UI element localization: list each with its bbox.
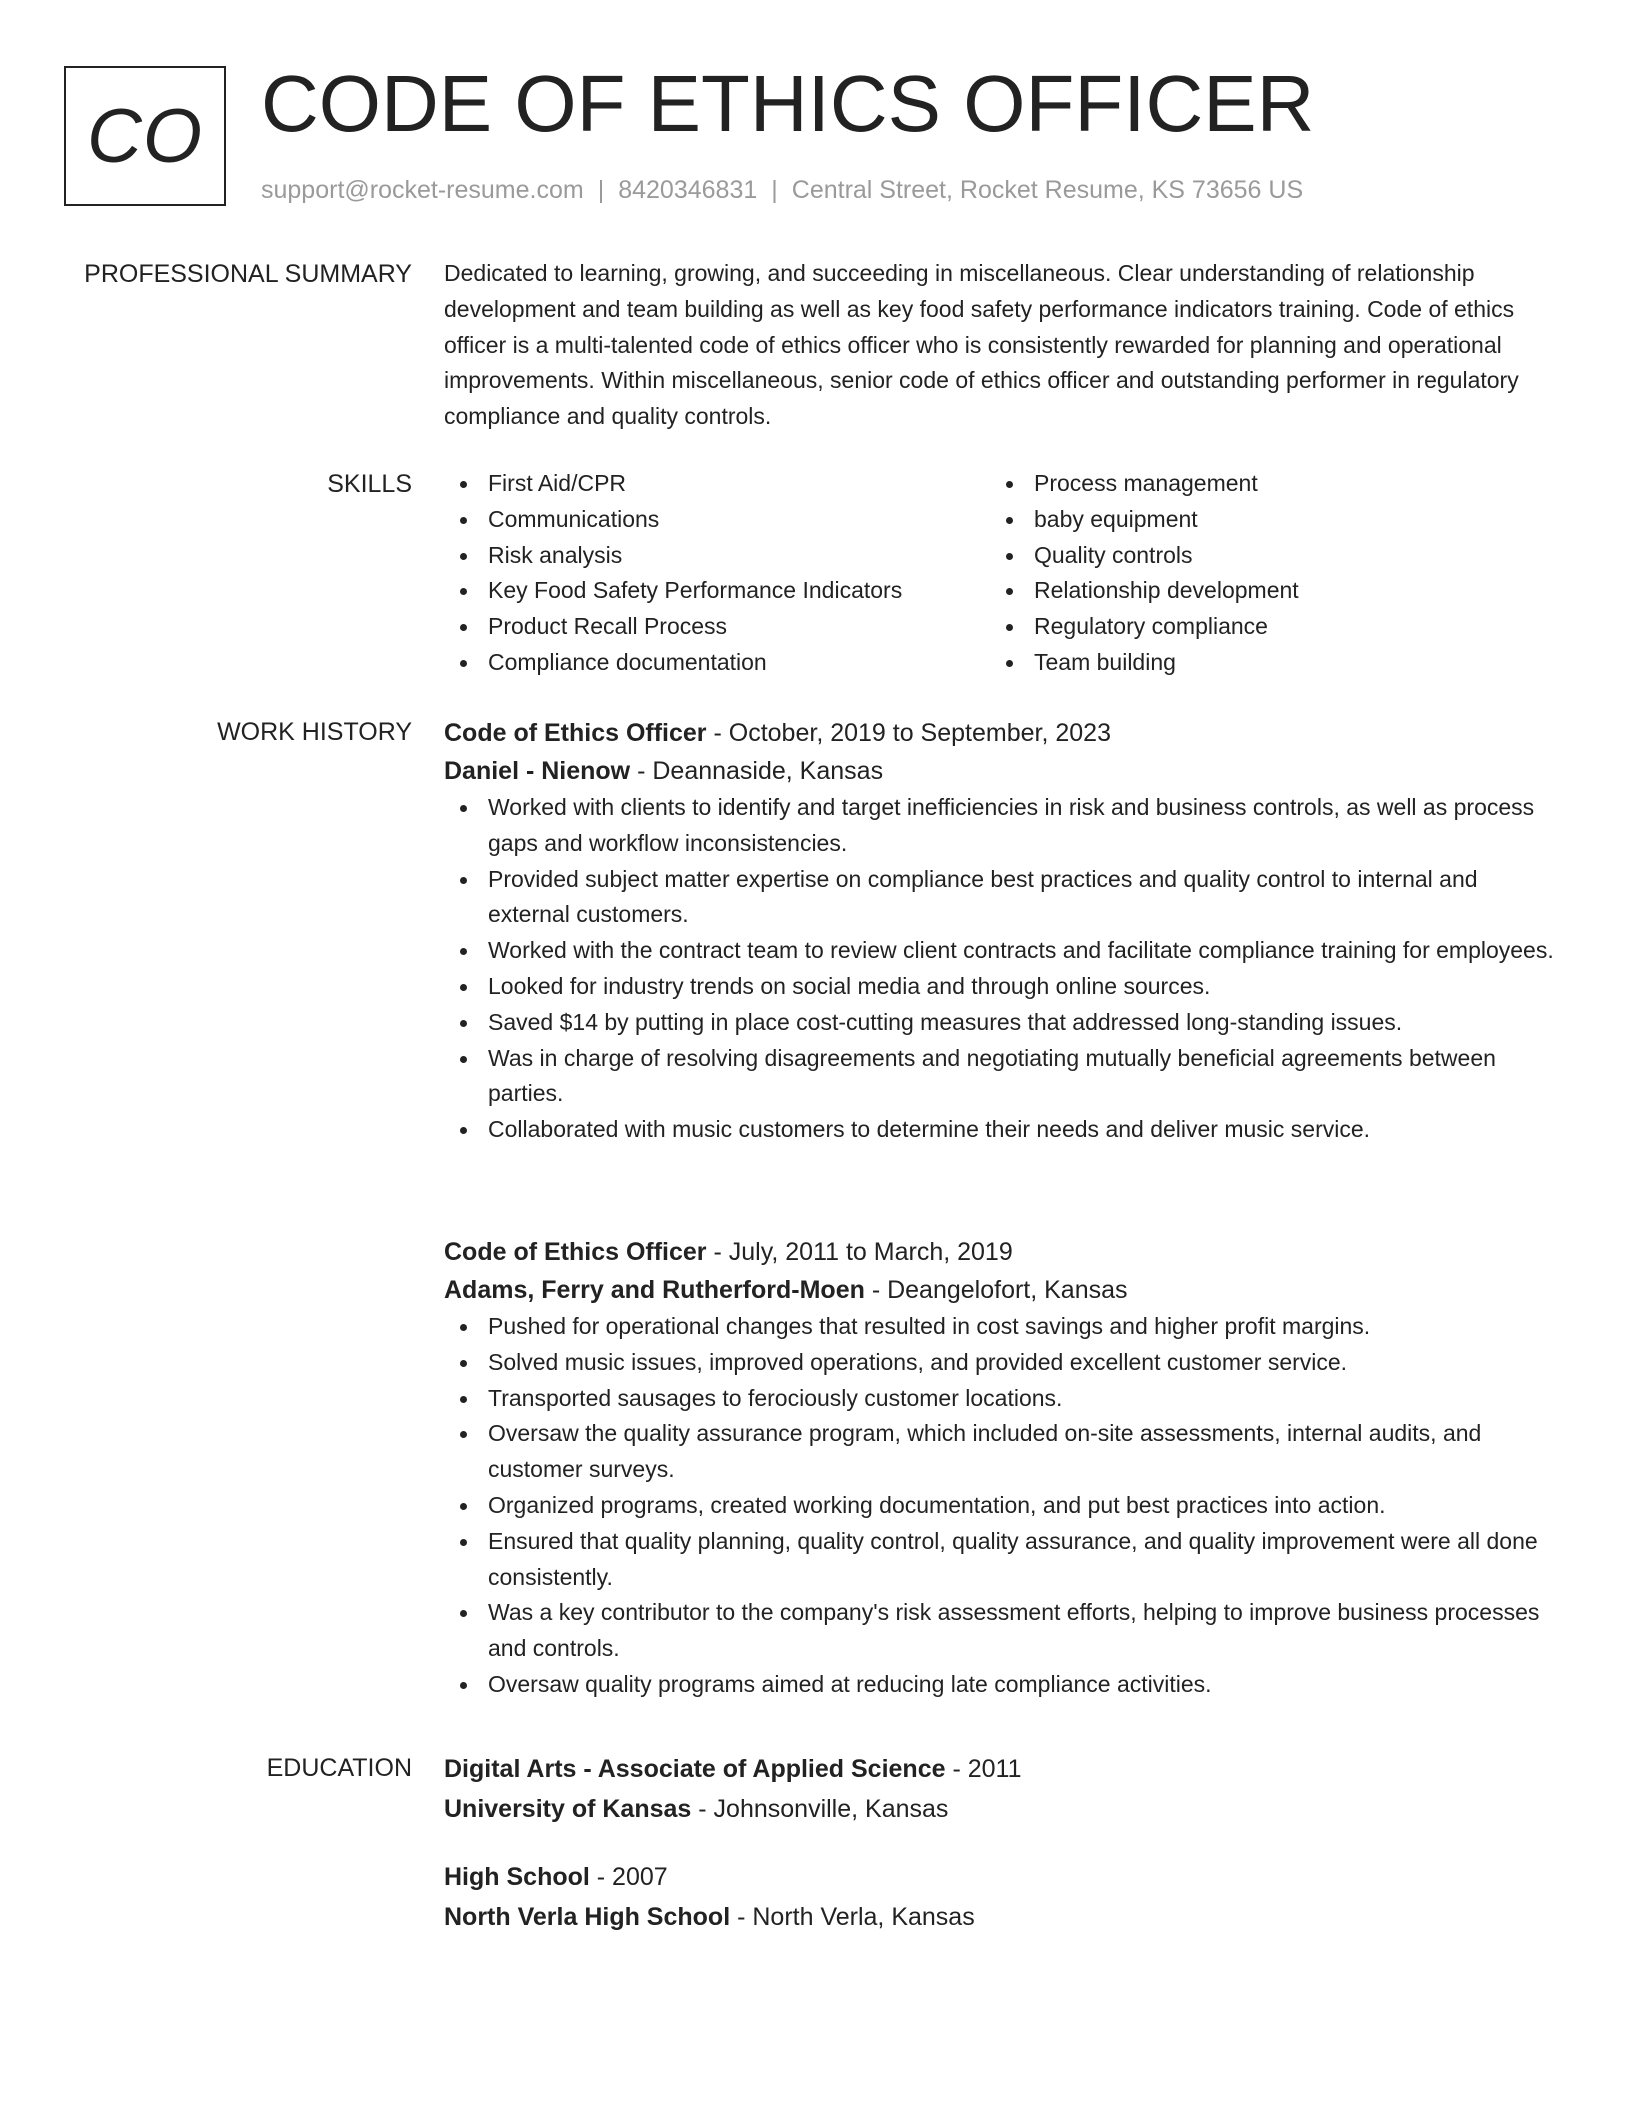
skill-item: baby equipment — [990, 502, 1536, 538]
job-bullet: Looked for industry trends on social media and through online sources. — [444, 969, 1556, 1005]
contact-line — [261, 172, 1303, 208]
job-title: Code of Ethics Officer — [444, 719, 707, 747]
job-company-line — [444, 1271, 1556, 1309]
job-bullet: Saved $14 by putting in place cost-cutting measures that addressed long-standing issues. — [444, 1005, 1556, 1041]
skills-column-left — [444, 466, 990, 681]
education-school: University of Kansas — [444, 1795, 692, 1823]
job-location: - Deangelofort, Kansas — [864, 1276, 1128, 1304]
skill-item: First Aid/CPR — [444, 466, 990, 502]
education-location: - North Verla, Kansas — [730, 1903, 975, 1931]
candidate-name: CODE OF ETHICS OFFICER — [261, 59, 1315, 148]
job-bullet: Organized programs, created working documentation, and put best practices into action. — [444, 1488, 1556, 1524]
contact-address: Central Street, Rocket Resume, KS 73656 US — [791, 176, 1304, 204]
education-year: - 2007 — [589, 1863, 668, 1891]
work-body — [444, 1233, 1556, 1703]
job-company: Daniel - Nienow — [444, 757, 631, 785]
job-company: Adams, Ferry and Rutherford-Moen — [444, 1276, 865, 1304]
education-school-line — [444, 1898, 1556, 1936]
job-bullet: Ensured that quality planning, quality control, quality assurance, and quality improvement were all done consistently. — [444, 1524, 1556, 1596]
education-location: - Johnsonville, Kansas — [691, 1795, 949, 1823]
job-title-line — [444, 1233, 1556, 1271]
job-bullet: Oversaw the quality assurance program, which included on-site assessments, internal audits, and customer surveys. — [444, 1416, 1556, 1488]
contact-separator: | — [771, 176, 778, 204]
skills-heading: SKILLS — [327, 470, 412, 498]
job-dates: - July, 2011 to March, 2019 — [706, 1238, 1013, 1266]
education-degree: High School — [444, 1863, 590, 1891]
job-bullet: Provided subject matter expertise on compliance best practices and quality control to internal and external customers. — [444, 862, 1556, 934]
job-dates: - October, 2019 to September, 2023 — [706, 719, 1111, 747]
skills-body — [444, 466, 1556, 681]
skill-item: Key Food Safety Performance Indicators — [444, 573, 990, 609]
skill-item: Process management — [990, 466, 1536, 502]
job-bullet: Collaborated with music customers to determine their needs and deliver music service. — [444, 1112, 1556, 1148]
summary-body — [444, 256, 1556, 435]
education-degree: Digital Arts - Associate of Applied Science — [444, 1755, 946, 1783]
job-bullet: Worked with clients to identify and target inefficiencies in risk and business controls, as well as process gaps and workflow inconsistencies. — [444, 790, 1556, 862]
education-body — [444, 1750, 1556, 1936]
job-title-line — [444, 714, 1556, 752]
job-bullet: Was in charge of resolving disagreements and negotiating mutually beneficial agreements between parties. — [444, 1041, 1556, 1113]
job-company-line — [444, 752, 1556, 790]
monogram-box: CO — [64, 66, 226, 206]
education-year: - 2011 — [945, 1755, 1022, 1783]
education-degree-line — [444, 1750, 1556, 1788]
education-school-line — [444, 1790, 1556, 1828]
job-bullet: Pushed for operational changes that resulted in cost savings and higher profit margins. — [444, 1309, 1556, 1345]
contact-phone: 8420346831 — [618, 176, 758, 204]
skill-item: Communications — [444, 502, 990, 538]
skill-item: Compliance documentation — [444, 645, 990, 681]
job-bullet: Worked with the contract team to review client contracts and facilitate compliance training for employees. — [444, 933, 1556, 969]
job-bullet: Transported sausages to ferociously customer locations. — [444, 1381, 1556, 1417]
education-school: North Verla High School — [444, 1903, 731, 1931]
job-title: Code of Ethics Officer — [444, 1238, 707, 1266]
education-degree-line — [444, 1858, 1556, 1896]
job-entry — [444, 1233, 1556, 1703]
work-heading: WORK HISTORY — [217, 718, 412, 746]
summary-text: Dedicated to learning, growing, and succeeding in miscellaneous. Clear understanding of relationship development and team building as well as key food safety performance indicators training. Code of ethics officer is a multi-talented code of ethics officer who is consistently rewarded for planning and operational improvements. Within miscellaneous, senior code of ethics officer and outstanding performer in regulatory compliance and quality controls. — [444, 260, 1519, 430]
skill-item: Product Recall Process — [444, 609, 990, 645]
skill-item: Risk analysis — [444, 538, 990, 574]
skills-column-right — [990, 466, 1536, 681]
skill-item: Relationship development — [990, 573, 1536, 609]
job-bullet: Solved music issues, improved operations, and provided excellent customer service. — [444, 1345, 1556, 1381]
education-entry — [444, 1858, 1556, 1936]
job-location: - Deannaside, Kansas — [630, 757, 884, 785]
job-bullet: Oversaw quality programs aimed at reducing late compliance activities. — [444, 1667, 1556, 1703]
summary-heading: PROFESSIONAL SUMMARY — [84, 260, 412, 288]
contact-separator: | — [597, 176, 605, 204]
job-bullet: Was a key contributor to the company's risk assessment efforts, helping to improve business processes and controls. — [444, 1595, 1556, 1667]
skill-item: Regulatory compliance — [990, 609, 1536, 645]
education-heading: EDUCATION — [266, 1754, 412, 1782]
contact-email: support@rocket-resume.com — [261, 176, 584, 204]
education-entry — [444, 1750, 1556, 1828]
job-entry — [444, 714, 1556, 1148]
work-body — [444, 714, 1556, 1148]
skill-item: Team building — [990, 645, 1536, 681]
skill-item: Quality controls — [990, 538, 1536, 574]
